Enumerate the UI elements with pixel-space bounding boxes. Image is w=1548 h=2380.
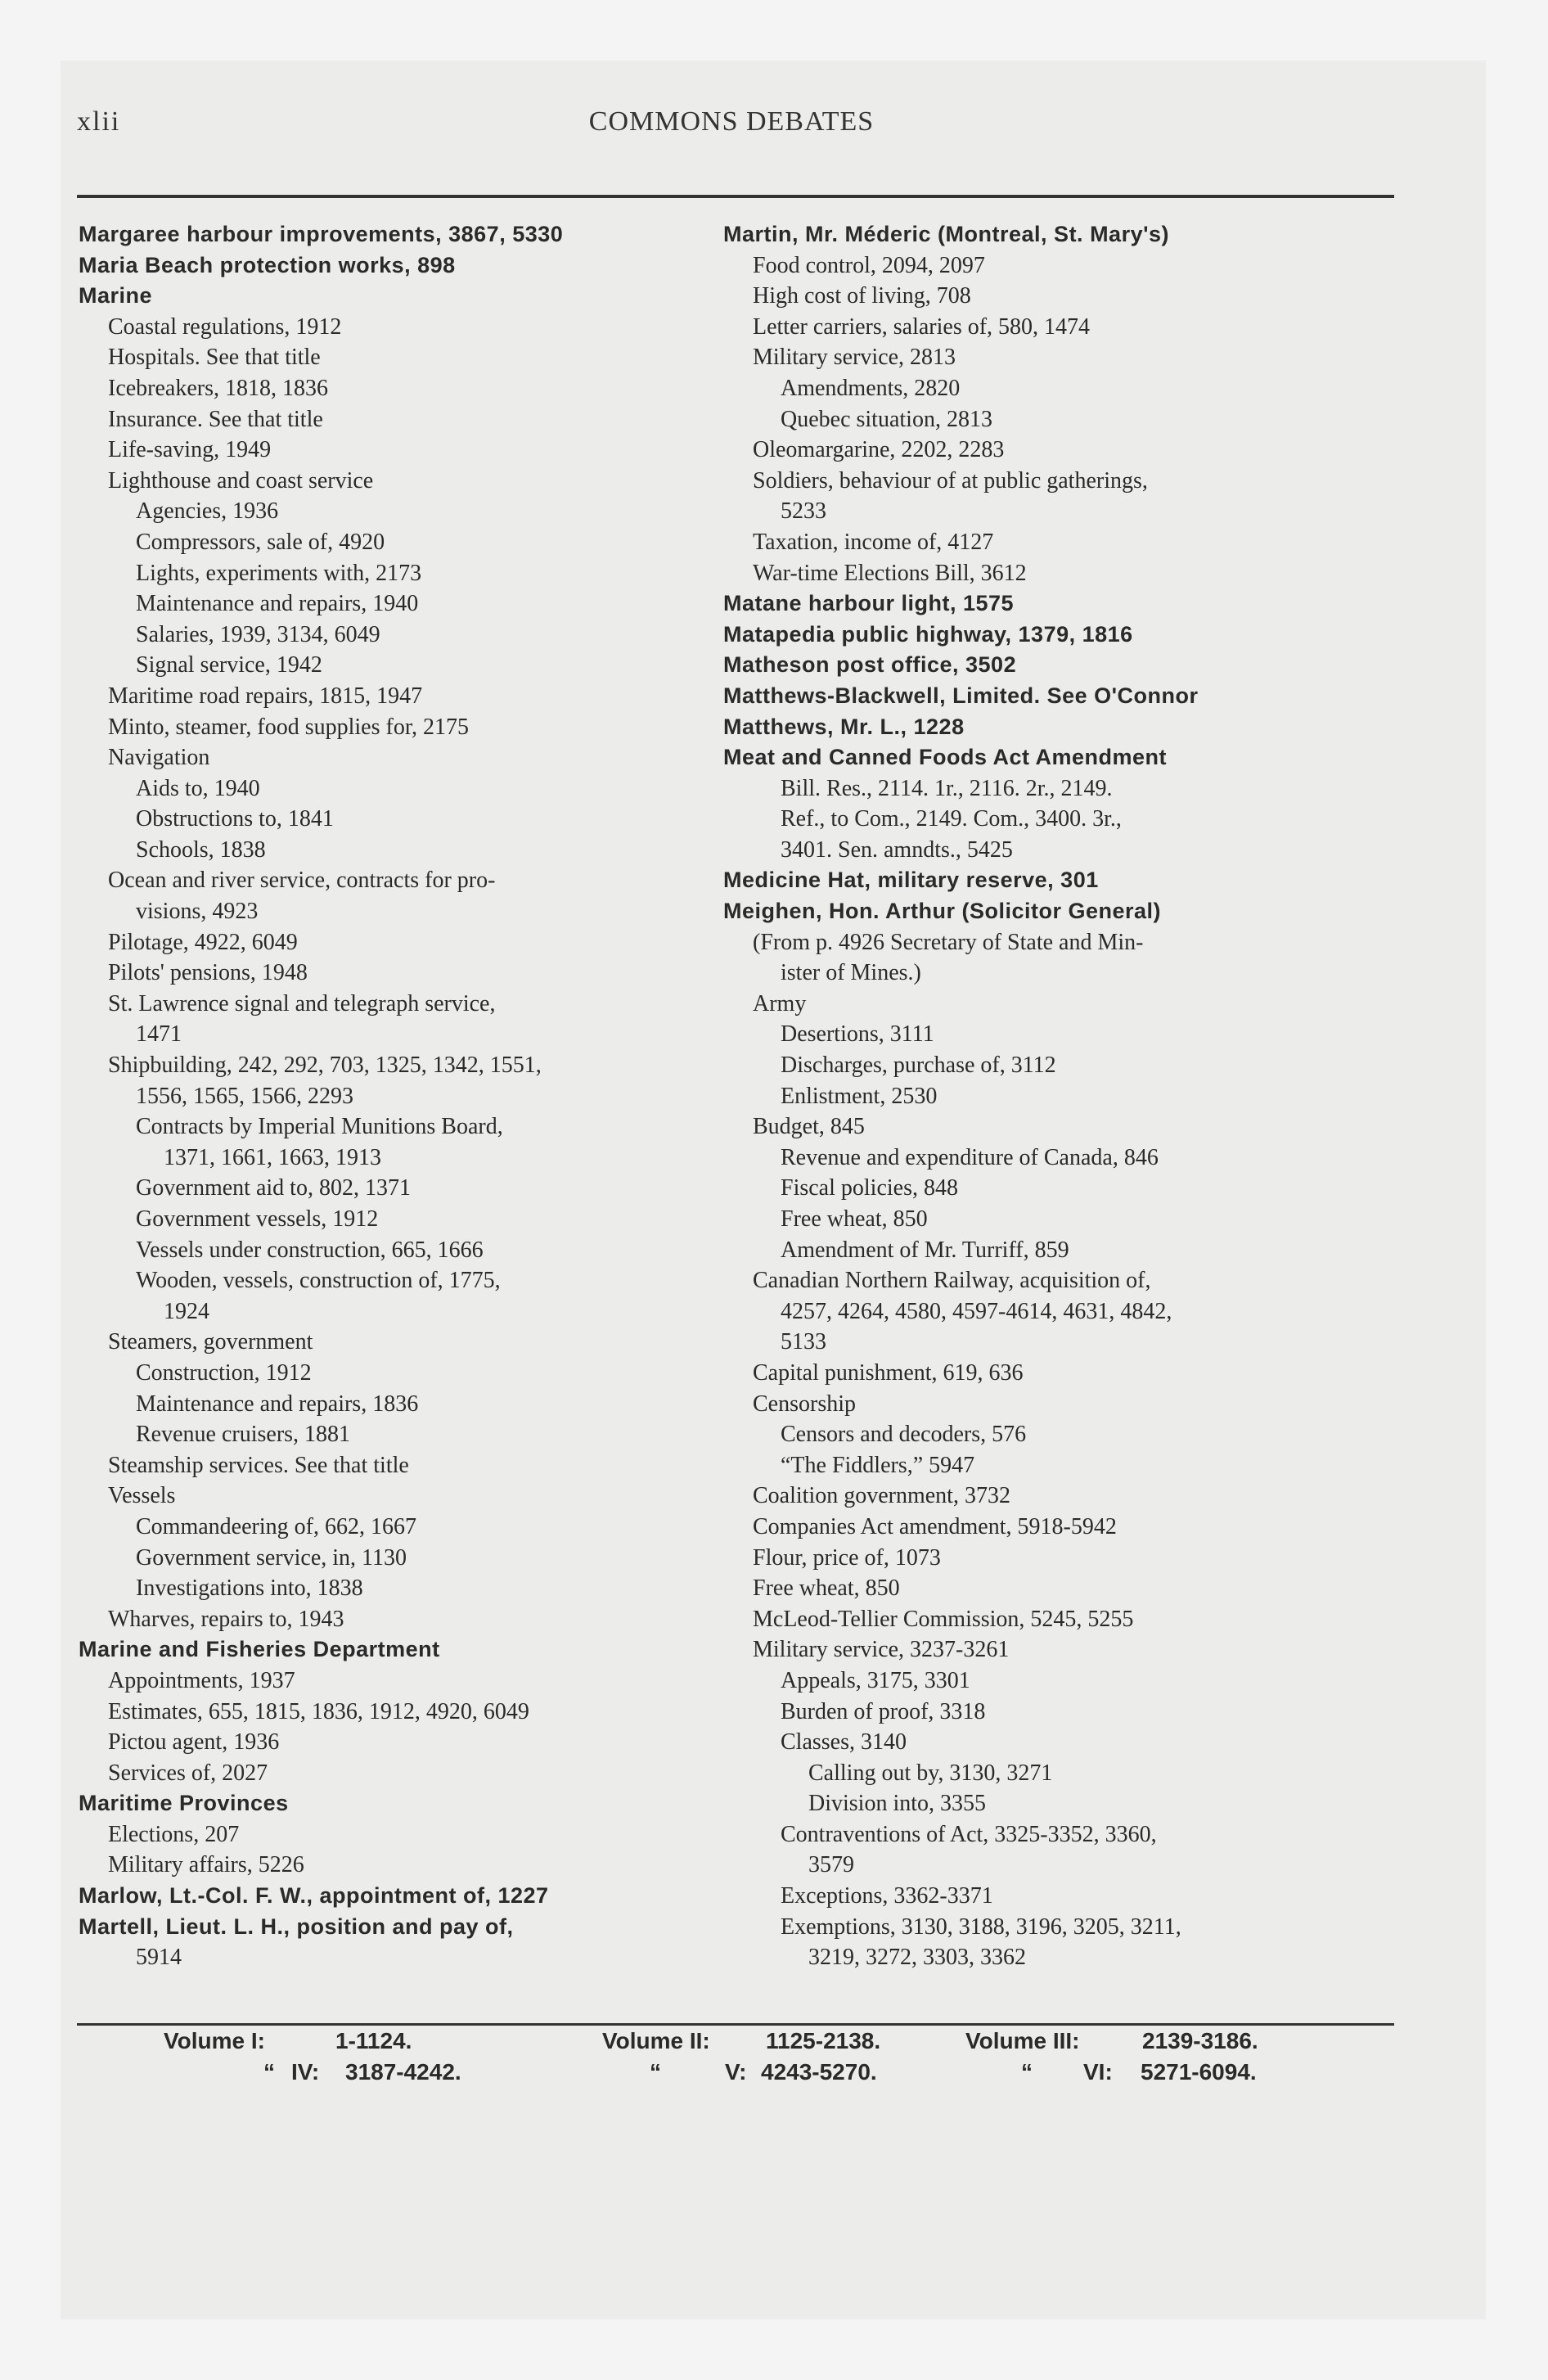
ditto-mark: “ <box>1021 2059 1033 2085</box>
volume-label: VI: <box>1083 2059 1113 2085</box>
index-entry: 3579 <box>808 1852 854 1878</box>
page-number: xlii <box>77 106 121 137</box>
index-entry: Coalition government, 3732 <box>753 1483 1010 1509</box>
index-entry: Calling out by, 3130, 3271 <box>808 1760 1053 1786</box>
index-entry: Division into, 3355 <box>808 1791 987 1817</box>
index-entry: Censorship <box>753 1391 856 1417</box>
index-entry: Revenue cruisers, 1881 <box>136 1422 351 1448</box>
volume-label: Volume II: <box>602 2028 710 2053</box>
index-entry: Canadian Northern Railway, acquisition of, <box>753 1268 1151 1294</box>
index-heading: Meat and Canned Foods Act Amendment <box>723 745 1168 770</box>
index-entry: Government aid to, 802, 1371 <box>136 1175 411 1201</box>
volume-range: 1-1124. <box>335 2028 412 2053</box>
index-entry: Estimates, 655, 1815, 1836, 1912, 4920, 6049 <box>108 1698 529 1724</box>
index-heading: Marlow, Lt.-Col. F. W., appointment of, 1227 <box>79 1883 549 1909</box>
index-entry: Government service, in, 1130 <box>136 1544 407 1571</box>
index-entry: Lights, experiments with, 2173 <box>136 560 422 586</box>
index-entry: Coastal regulations, 1912 <box>108 313 342 340</box>
index-entry: Maintenance and repairs, 1940 <box>136 591 419 617</box>
index-entry: Contracts by Imperial Munitions Board, <box>136 1114 503 1140</box>
volume-range: 3187-4242. <box>345 2059 461 2085</box>
index-entry: Shipbuilding, 242, 292, 703, 1325, 1342, 1551, <box>108 1053 542 1079</box>
index-entry: Taxation, income of, 4127 <box>753 529 994 555</box>
index-entry: Free wheat, 850 <box>781 1206 928 1232</box>
index-entry: 5133 <box>781 1329 826 1355</box>
index-entry: ister of Mines.) <box>781 960 921 986</box>
index-entry: Lighthouse and coast service <box>108 467 374 494</box>
index-entry: Companies Act amendment, 5918-5942 <box>753 1513 1117 1539</box>
index-entry: Enlistment, 2530 <box>781 1083 938 1109</box>
index-entry: Elections, 207 <box>108 1821 240 1847</box>
index-entry: Vessels under construction, 665, 1666 <box>136 1237 484 1263</box>
index-entry: Letter carriers, salaries of, 580, 1474 <box>753 313 1091 340</box>
index-heading: Maritime Provinces <box>79 1791 289 1816</box>
index-entry: 4257, 4264, 4580, 4597-4614, 4631, 4842, <box>781 1298 1172 1324</box>
index-entry: Free wheat, 850 <box>753 1575 900 1602</box>
index-heading: Matthews-Blackwell, Limited. See O'Connor <box>723 683 1199 708</box>
volume-row-1 <box>164 2028 1391 2059</box>
index-entry: 1556, 1565, 1566, 2293 <box>136 1083 353 1109</box>
index-entry: visions, 4923 <box>136 899 259 925</box>
index-entry: Wooden, vessels, construction of, 1775, <box>136 1268 501 1294</box>
index-heading: Maria Beach protection works, 898 <box>79 252 456 277</box>
index-entry: Pilotage, 4922, 6049 <box>108 929 298 955</box>
index-entry: Censors and decoders, 576 <box>781 1422 1027 1448</box>
index-heading: Matthews, Mr. L., 1228 <box>723 714 965 739</box>
index-entry: Budget, 845 <box>753 1114 865 1140</box>
volume-range: 2139-3186. <box>1142 2028 1258 2053</box>
volume-range: 4243-5270. <box>761 2059 877 2085</box>
index-entry: 1924 <box>164 1298 209 1324</box>
index-entry: Minto, steamer, food supplies for, 2175 <box>108 714 470 740</box>
index-entry: Military service, 3237-3261 <box>753 1637 1010 1663</box>
ditto-mark: “ <box>263 2059 275 2085</box>
volume-label: IV: <box>291 2059 320 2085</box>
index-entry: Services of, 2027 <box>108 1760 268 1786</box>
index-heading: Martin, Mr. Méderic (Montreal, St. Mary's) <box>723 222 1170 246</box>
index-heading: Medicine Hat, military reserve, 301 <box>723 868 1099 893</box>
page-header <box>77 106 1386 164</box>
index-entry: Steamers, government <box>108 1329 313 1355</box>
index-entry: Appointments, 1937 <box>108 1667 295 1693</box>
index-heading: Marine <box>79 283 153 309</box>
volume-key-footer <box>164 2028 1391 2090</box>
volume-range: 1125-2138. <box>766 2028 881 2053</box>
index-entry: Steamship services. See that title <box>108 1452 409 1478</box>
index-entry: Government vessels, 1912 <box>136 1206 379 1232</box>
page-title: COMMONS DEBATES <box>588 106 875 137</box>
index-entry: Pictou agent, 1936 <box>108 1729 280 1756</box>
volume-row-2 <box>164 2059 1391 2090</box>
index-heading: Meighen, Hon. Arthur (Solicitor General) <box>723 899 1162 924</box>
volume-label: Volume I: <box>164 2028 265 2053</box>
volume-label: V: <box>725 2059 747 2085</box>
volume-label: Volume III: <box>965 2028 1080 2053</box>
index-heading: Marine and Fisheries Department <box>79 1637 440 1662</box>
index-entry: Hospitals. See that title <box>108 345 321 371</box>
right-index-column <box>723 219 1394 1973</box>
index-entry: 1471 <box>136 1021 182 1048</box>
index-entry: Desertions, 3111 <box>781 1021 934 1048</box>
index-entry: Capital punishment, 619, 636 <box>753 1359 1024 1386</box>
index-entry: High cost of living, 708 <box>753 283 971 309</box>
index-entry: Life-saving, 1949 <box>108 437 272 463</box>
index-entry: “The Fiddlers,” 5947 <box>781 1452 975 1478</box>
index-entry: Maritime road repairs, 1815, 1947 <box>108 683 423 709</box>
index-entry: McLeod-Tellier Commission, 5245, 5255 <box>753 1606 1134 1632</box>
index-entry: Oleomargarine, 2202, 2283 <box>753 437 1005 463</box>
index-entry: Military affairs, 5226 <box>108 1852 304 1878</box>
index-entry: Pilots' pensions, 1948 <box>108 960 308 986</box>
index-entry: Quebec situation, 2813 <box>781 406 992 432</box>
index-heading: Margaree harbour improvements, 3867, 5330 <box>79 222 564 246</box>
index-entry: War-time Elections Bill, 3612 <box>753 560 1027 586</box>
index-heading: Matheson post office, 3502 <box>723 652 1017 678</box>
index-entry: Amendments, 2820 <box>781 375 961 401</box>
index-entry: Army <box>753 990 807 1016</box>
index-entry: 5914 <box>136 1945 182 1971</box>
index-entry: Bill. Res., 2114. 1r., 2116. 2r., 2149. <box>781 775 1113 801</box>
ditto-mark: “ <box>650 2059 661 2085</box>
index-entry: Construction, 1912 <box>136 1359 312 1386</box>
index-entry: Exceptions, 3362-3371 <box>781 1883 993 1909</box>
index-entry: Classes, 3140 <box>781 1729 907 1756</box>
index-entry: (From p. 4926 Secretary of State and Min- <box>753 929 1144 955</box>
left-index-column <box>79 219 700 1973</box>
index-entry: Revenue and expenditure of Canada, 846 <box>781 1144 1159 1170</box>
index-entry: Food control, 2094, 2097 <box>753 252 985 278</box>
index-entry: Wharves, repairs to, 1943 <box>108 1606 344 1632</box>
index-entry: St. Lawrence signal and telegraph service, <box>108 990 496 1016</box>
index-entry: 3401. Sen. amndts., 5425 <box>781 836 1013 863</box>
index-entry: Compressors, sale of, 4920 <box>136 529 385 555</box>
index-entry: Investigations into, 1838 <box>136 1575 363 1602</box>
index-entry: Commandeering of, 662, 1667 <box>136 1513 416 1539</box>
index-entry: Ref., to Com., 2149. Com., 3400. 3r., <box>781 806 1122 832</box>
volume-range: 5271-6094. <box>1141 2059 1257 2085</box>
index-entry: 3219, 3272, 3303, 3362 <box>808 1945 1026 1971</box>
index-entry: Vessels <box>108 1483 176 1509</box>
index-entry: Maintenance and repairs, 1836 <box>136 1391 419 1417</box>
index-entry: Navigation <box>108 745 210 771</box>
index-heading: Matane harbour light, 1575 <box>723 591 1015 616</box>
index-entry: Amendment of Mr. Turriff, 859 <box>781 1237 1069 1263</box>
index-entry: Military service, 2813 <box>753 345 956 371</box>
index-entry: Appeals, 3175, 3301 <box>781 1667 970 1693</box>
index-entry: Discharges, purchase of, 3112 <box>781 1053 1056 1079</box>
index-entry: Insurance. See that title <box>108 406 323 432</box>
index-entry: Icebreakers, 1818, 1836 <box>108 375 329 401</box>
index-heading: Matapedia public highway, 1379, 1816 <box>723 621 1133 647</box>
index-entry: Contraventions of Act, 3325-3352, 3360, <box>781 1821 1157 1847</box>
header-rule <box>77 195 1394 198</box>
index-entry: Burden of proof, 3318 <box>781 1698 986 1724</box>
index-entry: Signal service, 1942 <box>136 652 322 678</box>
index-entry: Salaries, 1939, 3134, 6049 <box>136 621 380 647</box>
index-entry: Obstructions to, 1841 <box>136 806 334 832</box>
index-entry: Ocean and river service, contracts for pro- <box>108 868 496 894</box>
index-entry: Agencies, 1936 <box>136 498 279 525</box>
index-entry: Soldiers, behaviour of at public gatherings, <box>753 467 1148 494</box>
index-entry: 1371, 1661, 1663, 1913 <box>164 1144 381 1170</box>
footer-rule <box>77 2023 1394 2026</box>
index-entry: Fiscal policies, 848 <box>781 1175 958 1201</box>
index-entry: 5233 <box>781 498 826 525</box>
index-heading: Martell, Lieut. L. H., position and pay of, <box>79 1913 514 1939</box>
index-entry: Flour, price of, 1073 <box>753 1544 941 1571</box>
index-entry: Aids to, 1940 <box>136 775 260 801</box>
index-entry: Exemptions, 3130, 3188, 3196, 3205, 3211, <box>781 1913 1181 1940</box>
index-entry: Schools, 1838 <box>136 836 266 863</box>
